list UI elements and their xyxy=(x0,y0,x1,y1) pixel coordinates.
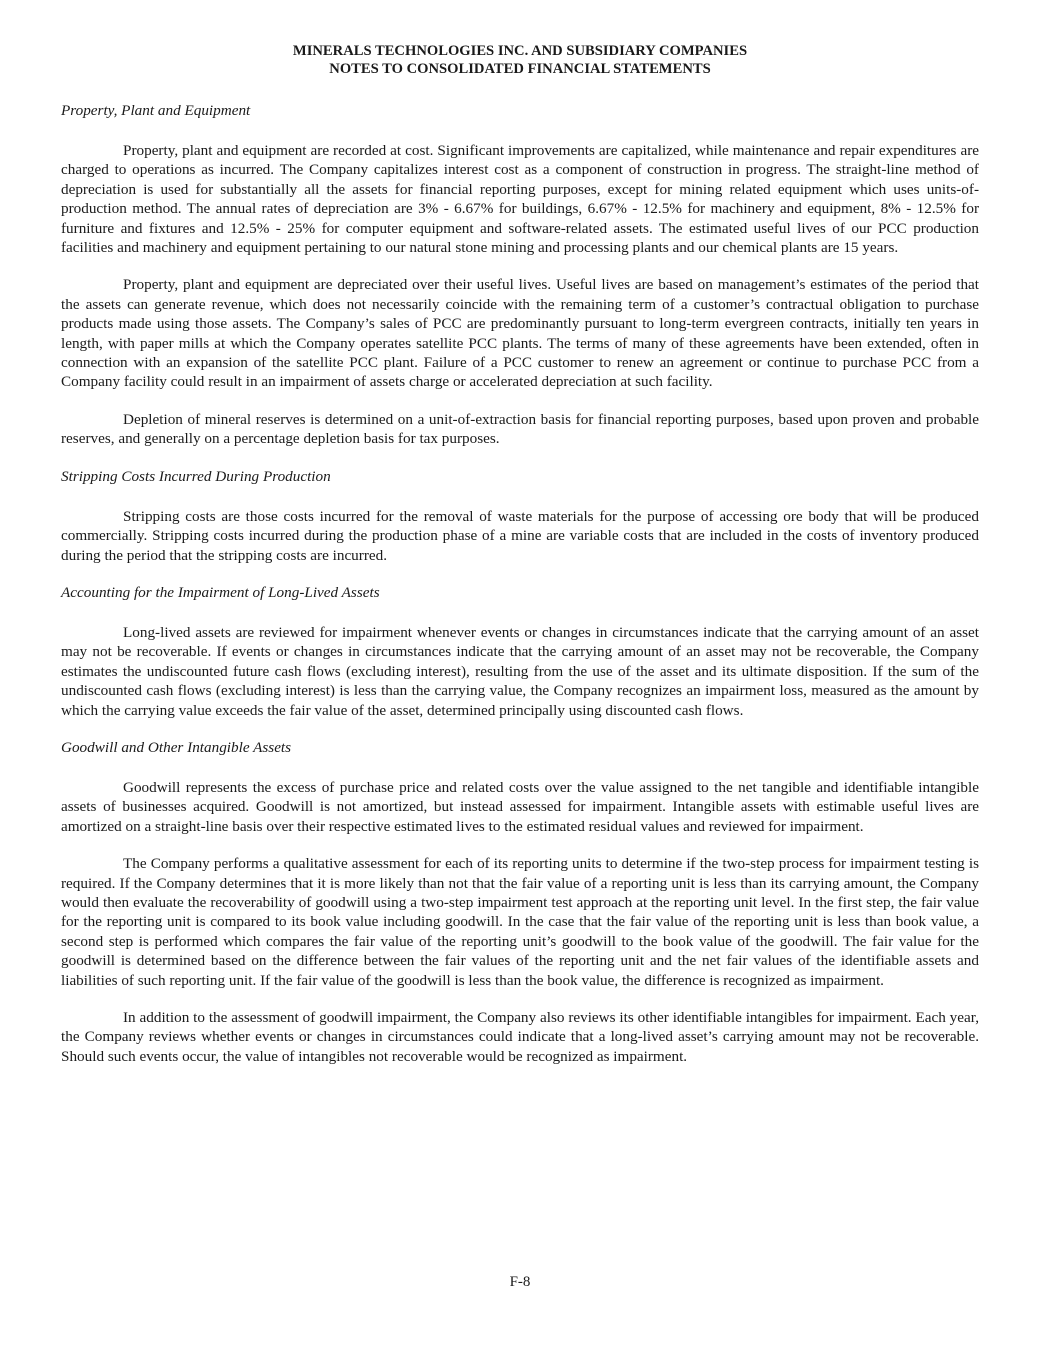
paragraph-impairment-1: Long-lived assets are reviewed for impairment whenever events or changes in circumstances indicate that the carrying amount of an asset may not be recoverable. If events or changes in circumstances indicate that the carrying amount of an asset may not be recoverable, the Company estimates the undiscounted future cash flows (excluding interest), resulting from the use of the asset and its ultimate disposition. If the sum of the undiscounted cash flows (excluding interest) is less than the carrying value, the Company recognizes an impairment loss, measured as the amount by which the carrying value exceeds the fair value of the asset, determined principally using discounted cash flows. xyxy=(61,623,979,719)
paragraph-ppe-2: Property, plant and equipment are depreciated over their useful lives. Useful lives are based on management’s estimates of the period that the assets can generate revenue, which does not necessarily coincide with the remaining term of a customer’s contractual obligation to purchase products made using those assets. The Company’s sales of PCC are predominantly pursuant to long-term evergreen contracts, initially ten years in length, with paper mills at which the Company operates satellite PCC plants. The terms of many of these agreements have been extended, often in connection with an expansion of the satellite PCC plant. Failure of a PCC customer to renew an agreement or continue to purchase PCC from a Company facility could result in an impairment of assets charge or accelerated depreciation at such facility. xyxy=(61,276,979,391)
paragraph-goodwill-3: In addition to the assessment of goodwill impairment, the Company also reviews its other identifiable intangibles for impairment. Each year, the Company reviews whether events or changes in circumstances could indicate that a long-lived asset’s carrying amount may not be recoverable. Should such events occur, the value of intangibles not recoverable would be recognized as impairment. xyxy=(61,1009,979,1065)
section-heading-impairment: Accounting for the Impairment of Long-Lived Assets xyxy=(61,583,380,601)
paragraph-goodwill-1: Goodwill represents the excess of purchase price and related costs over the value assigned to the net tangible and identifiable intangible assets of businesses acquired. Goodwill is not amortized, but instead assessed for impairment. Intangible assets with estimable useful lives are amortized on a straight-line basis over their respective estimated lives to the estimated residual values and reviewed for impairment. xyxy=(61,778,979,835)
paragraph-ppe-3: Depletion of mineral reserves is determined on a unit-of-extraction basis for financial reporting purposes, based upon proven and probable reserves, and generally on a percentage depletion basis for tax purposes. xyxy=(61,410,979,448)
document-header-company: MINERALS TECHNOLOGIES INC. AND SUBSIDIARY COMPANIES xyxy=(292,43,748,59)
section-heading-ppe: Property, Plant and Equipment xyxy=(61,102,251,119)
section-heading-goodwill: Goodwill and Other Intangible Assets xyxy=(61,738,292,756)
page-number: F-8 xyxy=(509,1274,531,1290)
paragraph-ppe-1: Property, plant and equipment are recorded at cost. Significant improvements are capitalized, while maintenance and repair expenditures are charged to operations as incurred. The Company capitalizes interest cost as a component of construction in progress. The straight-line method of depreciation is used for substantially all the assets for financial reporting purposes, except for mining related equipment which uses units-of-production method. The annual rates of depreciation are 3% - 6.67% for buildings, 6.67% - 12.5% for machinery and equipment, 8% - 12.5% for furniture and fixtures and 12.5% - 25% for computer equipment and software-related assets. The estimated useful lives of our PCC production facilities and machinery and equipment pertaining to our natural stone mining and processing plants and our chemical plants are 15 years. xyxy=(61,142,979,257)
document-page xyxy=(61,42,979,1066)
document-header-title: NOTES TO CONSOLIDATED FINANCIAL STATEMENTS xyxy=(329,61,711,77)
paragraph-stripping-1: Stripping costs are those costs incurred for the removal of waste materials for the purpose of accessing ore body that will be produced commercially. Stripping costs incurred during the production phase of a mine are variable costs that are included in the costs of inventory produced during the period that the stripping costs are incurred. xyxy=(61,507,979,564)
paragraph-goodwill-2: The Company performs a qualitative assessment for each of its reporting units to determine if the two-step process for impairment testing is required. If the Company determines that it is more likely than not that the fair value of a reporting unit is less than its carrying amount, the Company would then evaluate the recoverability of goodwill using a two-step impairment test approach at the reporting unit level. In the first step, the fair value for the reporting unit is compared to its book value including goodwill. In the case that the fair value of the reporting unit is less than book value, a second step is performed which compares the fair value of the reporting unit’s goodwill to the book value of the goodwill. The fair value for the goodwill is determined based on the difference between the fair values of the reporting unit and the net fair values of the identifiable assets and liabilities of such reporting unit. If the fair value of the goodwill is less than the book value, the difference is recognized as impairment. xyxy=(61,855,979,989)
section-heading-stripping: Stripping Costs Incurred During Production xyxy=(61,467,331,485)
